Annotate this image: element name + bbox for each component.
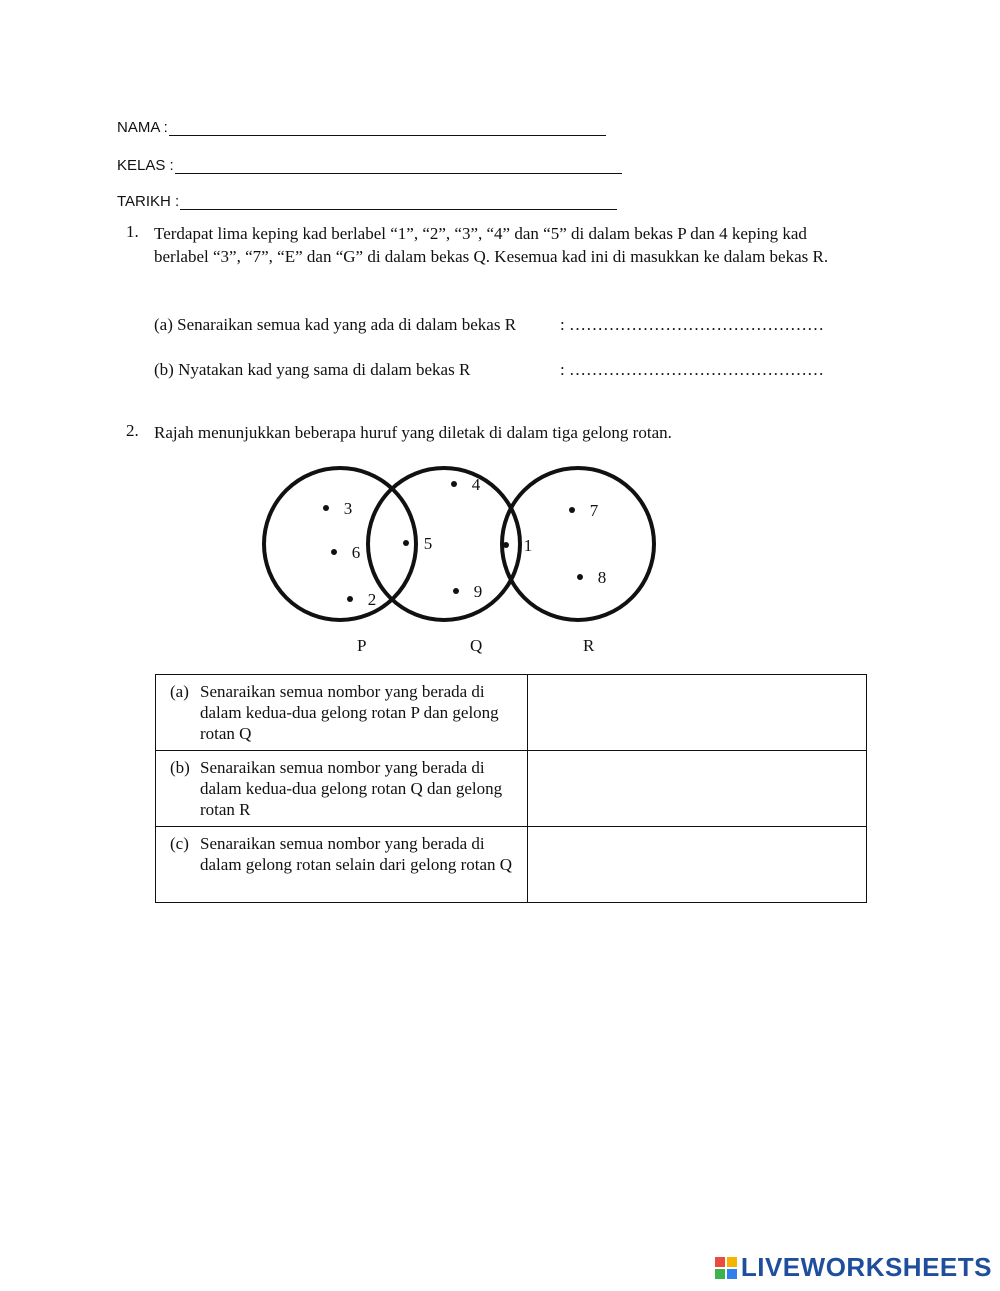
row-question: Senaraikan semua nombor yang berada di dalam kedua-dua gelong rotan Q dan gelong rotan R	[200, 758, 503, 819]
brand-name: LIVEWORKSHEETS	[740, 1252, 992, 1282]
question-cell	[156, 751, 528, 827]
question1-part-a-answer[interactable]: : ………………………………………	[560, 315, 824, 334]
venn-element-label: 3	[343, 499, 353, 518]
nama-input-line[interactable]	[169, 121, 606, 136]
tarikh-field	[117, 193, 617, 210]
question1-number: 1.	[126, 222, 139, 241]
kelas-input-line[interactable]	[175, 159, 622, 174]
row-label: (b)	[170, 758, 190, 777]
circle-p	[264, 468, 416, 620]
venn-dot	[451, 481, 457, 487]
venn-element-label: 2	[367, 590, 377, 609]
answer-cell[interactable]	[528, 675, 867, 751]
logo-square	[715, 1257, 725, 1267]
venn-element-label: 5	[423, 534, 433, 553]
row-question: Senaraikan semua nombor yang berada di dalam kedua-dua gelong rotan P dan gelong rotan Q	[200, 682, 499, 743]
venn-dot	[323, 505, 329, 511]
tarikh-input-line[interactable]	[180, 195, 617, 210]
logo-square	[727, 1257, 737, 1267]
venn-dot	[569, 507, 575, 513]
table-row	[156, 675, 867, 751]
logo-square	[715, 1269, 725, 1279]
row-label: (c)	[170, 834, 189, 853]
circle-q	[368, 468, 520, 620]
venn-dot	[331, 549, 337, 555]
nama-label: NAMA :	[117, 119, 168, 136]
nama-field	[117, 119, 606, 136]
venn-dot	[577, 574, 583, 580]
table-row	[156, 751, 867, 827]
table-row	[156, 827, 867, 903]
venn-label-p: P	[357, 636, 367, 655]
question1-part-a-label: (a) Senaraikan semua kad yang ada di dalam bekas R	[154, 315, 517, 334]
question-cell	[156, 827, 528, 903]
venn-element-label: 8	[597, 568, 607, 587]
tarikh-label: TARIKH :	[117, 193, 180, 210]
venn-element-label: 4	[471, 475, 481, 494]
logo-square	[727, 1269, 737, 1279]
venn-label-q: Q	[470, 636, 483, 655]
venn-diagram	[260, 450, 680, 660]
answer-cell[interactable]	[528, 751, 867, 827]
kelas-field	[117, 157, 622, 174]
venn-dot	[503, 542, 509, 548]
question1-text: Terdapat lima keping kad berlabel “1”, “2”, “3”, “4” dan “5” di dalam bekas P dan 4 keping kad berlabel “3”, “7”, “E” dan “G” di dalam bekas Q. Kesemua kad ini di masukkan ke dalam bekas R.	[154, 224, 829, 266]
row-question: Senaraikan semua nombor yang berada di dalam gelong rotan selain dari gelong rotan Q	[200, 834, 513, 874]
venn-dot	[403, 540, 409, 546]
venn-element-label: 9	[473, 582, 483, 601]
row-label: (a)	[170, 682, 189, 701]
answer-cell[interactable]	[528, 827, 867, 903]
question2-number: 2.	[126, 421, 139, 440]
question-cell	[156, 675, 528, 751]
question1-part-b-answer[interactable]: : ………………………………………	[560, 360, 824, 379]
venn-label-r: R	[583, 636, 595, 655]
answer-table	[155, 674, 867, 903]
venn-dot	[453, 588, 459, 594]
question1-part-b-label: (b) Nyatakan kad yang sama di dalam bekas R	[154, 360, 471, 379]
question2-text: Rajah menunjukkan beberapa huruf yang diletak di dalam tiga gelong rotan.	[154, 423, 672, 442]
venn-elements	[323, 475, 606, 609]
logo-icon	[715, 1257, 737, 1279]
venn-dot	[347, 596, 353, 602]
liveworksheets-logo	[715, 1252, 992, 1283]
venn-element-label: 1	[523, 536, 533, 555]
venn-element-label: 7	[589, 501, 599, 520]
kelas-label: KELAS :	[117, 157, 174, 174]
venn-element-label: 6	[351, 543, 361, 562]
